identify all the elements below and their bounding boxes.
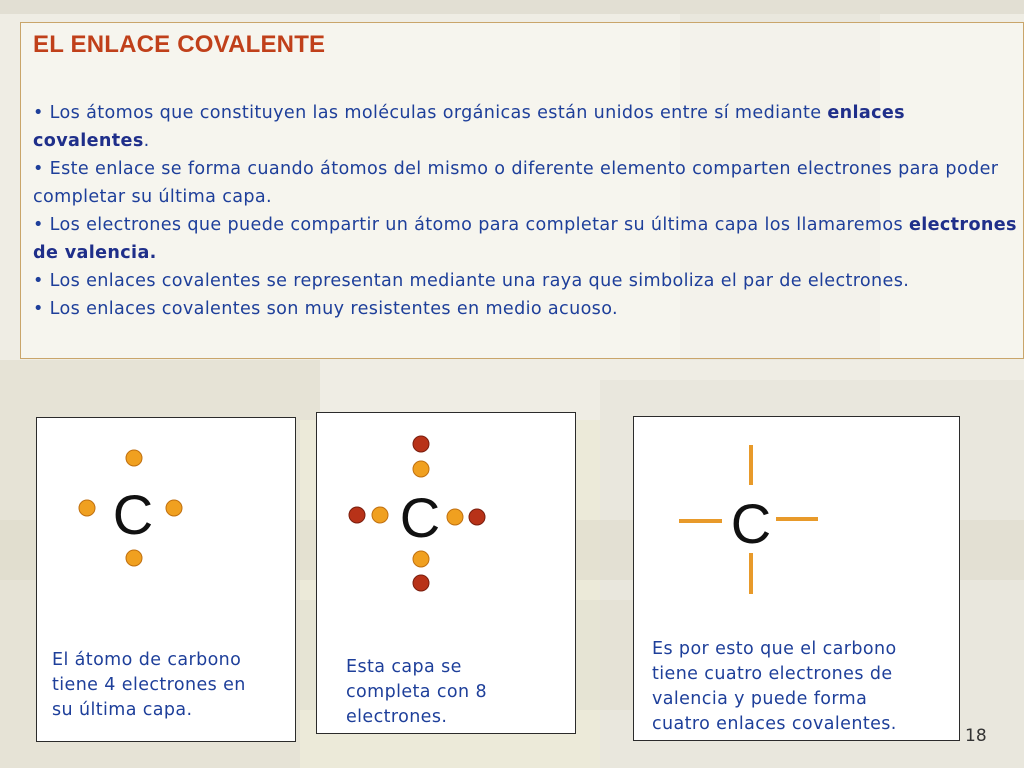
bullet-bold-text: electrones de valencia. xyxy=(33,215,1017,263)
caption-line: tiene cuatro electrones de xyxy=(652,664,893,684)
atom-symbol: C xyxy=(730,492,772,555)
panel-carbon-bonds xyxy=(633,416,960,741)
panel-caption xyxy=(652,637,897,737)
bullet-text: • Los enlaces covalentes se representan mediante una raya que simboliza el par de electrones. xyxy=(33,271,910,291)
caption-line: Esta capa se xyxy=(346,657,462,677)
caption-line: valencia y puede forma xyxy=(652,689,868,709)
electron-dot xyxy=(413,551,429,567)
page-number: 18 xyxy=(965,726,987,746)
bullet-item xyxy=(33,155,1018,211)
content-textbox xyxy=(20,22,1024,359)
electron-dot-shared xyxy=(413,436,429,452)
carbon-lewis-diagram xyxy=(37,418,297,598)
electron-dot xyxy=(126,450,142,466)
atom-symbol: C xyxy=(399,486,441,549)
electron-dot xyxy=(126,550,142,566)
caption-line: tiene 4 electrones en xyxy=(52,675,246,695)
electron-dot xyxy=(413,461,429,477)
panel-carbon-valence xyxy=(36,417,296,742)
atom-symbol: C xyxy=(112,483,154,546)
caption-line: Es por esto que el carbono xyxy=(652,639,897,659)
bullet-item xyxy=(33,267,1018,295)
caption-line: completa con 8 xyxy=(346,682,487,702)
electron-dot-shared xyxy=(349,507,365,523)
electron-dot xyxy=(447,509,463,525)
bullet-text: • Los electrones que puede compartir un átomo para completar su última capa los llamaremos xyxy=(33,215,909,235)
panel-caption xyxy=(52,648,246,723)
bullet-bold-text: enlaces covalentes xyxy=(33,103,905,151)
bullet-text: . xyxy=(143,131,150,151)
bullet-item xyxy=(33,295,1018,323)
panel-caption xyxy=(346,655,487,730)
caption-line: cuatro enlaces covalentes. xyxy=(652,714,897,734)
panel-carbon-octet xyxy=(316,412,576,734)
caption-line: El átomo de carbono xyxy=(52,650,242,670)
carbon-octet-diagram xyxy=(317,413,577,603)
electron-dot-shared xyxy=(413,575,429,591)
carbon-bonds-diagram xyxy=(634,417,961,607)
electron-dot xyxy=(79,500,95,516)
slide-title: EL ENLACE COVALENTE xyxy=(33,31,326,58)
electron-dot xyxy=(372,507,388,523)
caption-line: electrones. xyxy=(346,707,448,727)
electron-dot-shared xyxy=(469,509,485,525)
electron-dot xyxy=(166,500,182,516)
bullet-item xyxy=(33,211,1018,267)
bullet-text: • Este enlace se forma cuando átomos del mismo o diferente elemento comparten electrones para poder completar su última capa. xyxy=(33,159,999,207)
bullet-text: • Los átomos que constituyen las moléculas orgánicas están unidos entre sí mediante xyxy=(33,103,828,123)
bullet-text: • Los enlaces covalentes son muy resistentes en medio acuoso. xyxy=(33,299,618,319)
bullet-item xyxy=(33,99,1018,155)
bullet-list xyxy=(33,99,1018,323)
caption-line: su última capa. xyxy=(52,700,193,720)
